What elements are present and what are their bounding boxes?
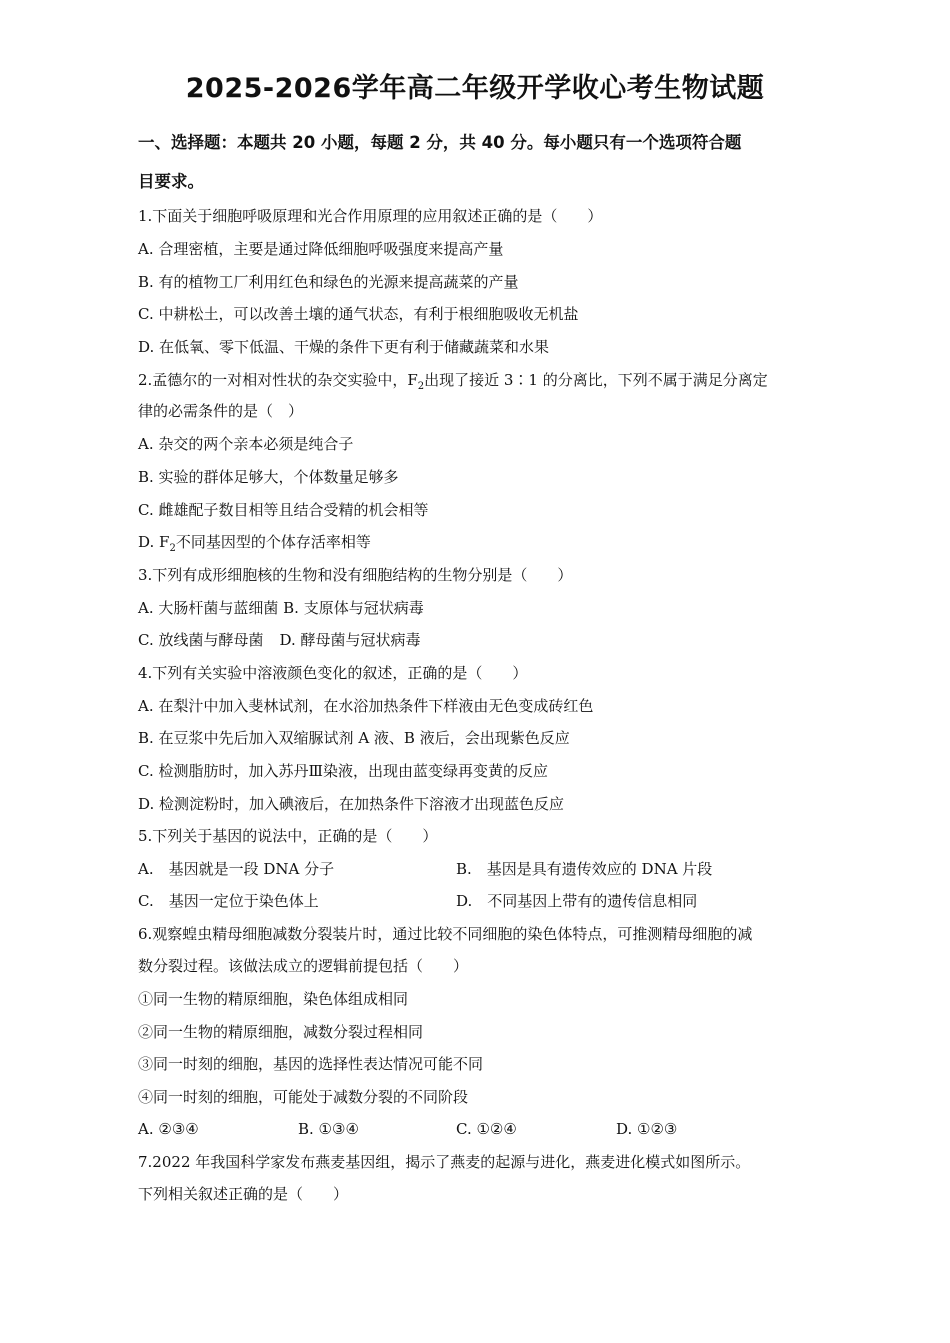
- q6-statement-3: ③同一时刻的细胞，基因的选择性表达情况可能不同: [138, 1055, 484, 1073]
- q1-option-d: D. 在低氧、零下低温、干燥的条件下更有利于储藏蔬菜和水果: [138, 338, 550, 356]
- q5-stem: 5.下列关于基因的说法中，正确的是（ ）: [138, 827, 438, 845]
- q3-option-d: D. 酵母菌与冠状病毒: [279, 631, 421, 649]
- q4-stem: 4.下列有关实验中溶液颜色变化的叙述，正确的是（ ）: [138, 664, 528, 682]
- q2-option-a: A. 杂交的两个亲本必须是纯合子: [138, 435, 354, 453]
- q1-option-c: C. 中耕松土，可以改善土壤的通气状态，有利于根细胞吸收无机盐: [138, 305, 579, 323]
- q2-stem-line1: [138, 369, 828, 398]
- q5-row1: [138, 858, 828, 880]
- q5-option-c: C. 基因一定位于染色体上: [138, 892, 319, 910]
- q2-stem-post: 出现了接近 3∶1 的分离比，下列不属于满足分离定: [424, 371, 768, 389]
- q3-options-cd: [138, 629, 828, 651]
- q6-statement-4: ④同一时刻的细胞，可能处于减数分裂的不同阶段: [138, 1088, 469, 1106]
- q7-stem-line1: 7.2022 年我国科学家发布燕麦基因组，揭示了燕麦的起源与进化，燕麦进化模式如图所示。: [138, 1153, 751, 1171]
- q6-option-b: B. ①③④: [298, 1120, 359, 1138]
- q2-d-post: 不同基因型的个体存活率相等: [175, 533, 371, 551]
- q6-option-c: C. ①②④: [456, 1120, 517, 1138]
- q1-stem: 1.下面关于细胞呼吸原理和光合作用原理的应用叙述正确的是（ ）: [138, 207, 603, 225]
- exam-title: 2025-2026学年高二年级开学收心考生物试题: [185, 73, 765, 104]
- q6-option-d: D. ①②③: [616, 1120, 678, 1138]
- q2-option-c: C. 雌雄配子数目相等且结合受精的机会相等: [138, 501, 429, 519]
- q4-option-a: A. 在梨汁中加入斐林试剂，在水浴加热条件下样液由无色变成砖红色: [138, 697, 594, 715]
- q2-option-b: B. 实验的群体足够大，个体数量足够多: [138, 468, 399, 486]
- q1-option-a: A. 合理密植，主要是通过降低细胞呼吸强度来提高产量: [138, 240, 504, 258]
- q1-option-b: B. 有的植物工厂利用红色和绿色的光源来提高蔬菜的产量: [138, 273, 519, 291]
- q5-option-a: A. 基因就是一段 DNA 分子: [138, 860, 335, 878]
- q6-option-a: A. ②③④: [138, 1120, 199, 1138]
- q2-stem-sub: 2: [417, 381, 425, 392]
- q6-stem-line2: 数分裂过程。该做法成立的逻辑前提包括（ ）: [138, 957, 469, 975]
- section-heading-line2: 目要求。: [138, 172, 204, 191]
- q3-stem: 3.下列有成形细胞核的生物和没有细胞结构的生物分别是（ ）: [138, 566, 573, 584]
- q2-option-d: [138, 531, 828, 560]
- q2-d-pre: D. F: [138, 533, 170, 551]
- q4-option-c: C. 检测脂肪时，加入苏丹Ⅲ染液，出现由蓝变绿再变黄的反应: [138, 762, 548, 780]
- q5-option-b: B. 基因是具有遗传效应的 DNA 片段: [456, 860, 713, 878]
- section-heading-line1: 一、选择题：本题共 20 小题，每题 2 分，共 40 分。每小题只有一个选项符合题: [138, 133, 742, 152]
- q6-statement-2: ②同一生物的精原细胞，减数分裂过程相同: [138, 1023, 424, 1041]
- q2-stem-pre: 2.孟德尔的一对相对性状的杂交实验中，F: [138, 371, 418, 389]
- q3-option-c: C. 放线菌与酵母菌: [138, 631, 264, 649]
- q5-row2: [138, 890, 828, 912]
- q3-option-ab: A. 大肠杆菌与蓝细菌 B. 支原体与冠状病毒: [138, 599, 424, 617]
- q6-statement-1: ①同一生物的精原细胞，染色体组成相同: [138, 990, 409, 1008]
- q2-d-sub: 2: [169, 543, 176, 554]
- q4-option-d: D. 检测淀粉时，加入碘液后，在加热条件下溶液才出现蓝色反应: [138, 795, 565, 813]
- q5-option-d: D. 不同基因上带有的遗传信息相同: [456, 892, 698, 910]
- q6-stem-line1: 6.观察蝗虫精母细胞减数分裂装片时，通过比较不同细胞的染色体特点，可推测精母细胞的减: [138, 925, 753, 943]
- q2-stem-line2: 律的必需条件的是（ ）: [138, 402, 304, 420]
- q4-option-b: B. 在豆浆中先后加入双缩脲试剂 A 液、B 液后，会出现紫色反应: [138, 729, 570, 747]
- q7-stem-line2: 下列相关叙述正确的是（ ）: [138, 1185, 349, 1203]
